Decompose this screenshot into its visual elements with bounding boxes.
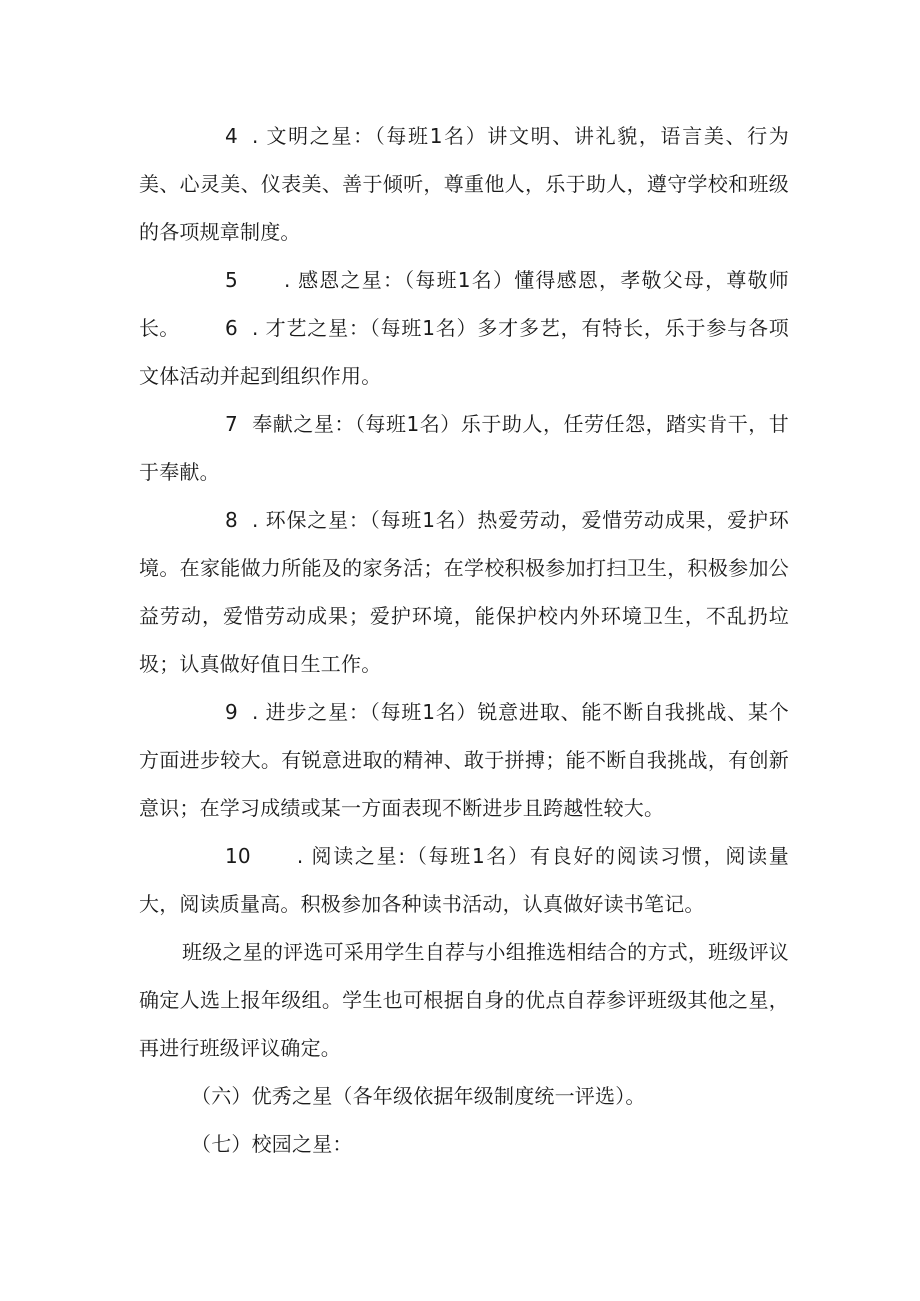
- item-4: [139, 112, 789, 256]
- section-7-heading: （七）校园之星：: [191, 1132, 353, 1156]
- item-text: . 感恩之星：（每班1名）懂得感恩，孝敬父母，尊敬师长。: [139, 268, 789, 340]
- item-number: 6: [225, 316, 238, 340]
- item-text: . 环保之星：（每班1名）热爱劳动，爱惜劳动成果，爱护环境。在家能做力所能及的家务活；在学校积极参加打扫卫生，积极参加公益劳动，爱惜劳动成果；爱护环境，能保护校内外环境卫生，不乱扔垃圾；认真做好值日生工作。: [139, 508, 789, 676]
- item-9: [139, 688, 789, 832]
- item-text: 奉献之星：（每班1名）乐于助人，任劳任怨，踏实肯干，甘于奉献。: [139, 412, 789, 484]
- item-number: 7: [225, 412, 238, 436]
- item-text: . 阅读之星:（每班1名）有良好的阅读习惯，阅读量大，阅读质量高。积极参加各种读书活动，认真做好读书笔记。: [139, 844, 789, 916]
- item-6: [139, 304, 789, 400]
- item-text: . 文明之星：（每班1名）讲文明、讲礼貌，语言美、行为美、心灵美、仪表美、善于倾听，尊重他人，乐于助人，遵守学校和班级的各项规章制度。: [139, 124, 789, 244]
- item-number: 5: [225, 268, 238, 292]
- item-number: 4: [225, 124, 238, 148]
- item-number: 10: [225, 844, 251, 868]
- item-8: [139, 496, 789, 688]
- item-text: . 进步之星：（每班1名）锐意进取、能不断自我挑战、某个方面进步较大。有锐意进取的精神、敢于拼搏；能不断自我挑战，有创新意识；在学习成绩或某一方面表现不断进步且跨越性较大。: [139, 700, 789, 820]
- item-number: 9: [225, 700, 238, 724]
- summary-paragraph: 班级之星的评选可采用学生自荐与小组推选相结合的方式，班级评议确定人选上报年级组。学生也可根据自身的优点自荐参评班级其他之星，再进行班级评议确定。: [139, 940, 789, 1060]
- item-number: 8: [225, 508, 238, 532]
- item-7: [139, 400, 789, 496]
- item-10: [139, 832, 789, 928]
- section-6-heading: （六）优秀之星（各年级依据年级制度统一评选）。: [191, 1084, 646, 1108]
- item-text: . 才艺之星：（每班1名）多才多艺，有特长，乐于参与各项文体活动并起到组织作用。: [139, 316, 789, 388]
